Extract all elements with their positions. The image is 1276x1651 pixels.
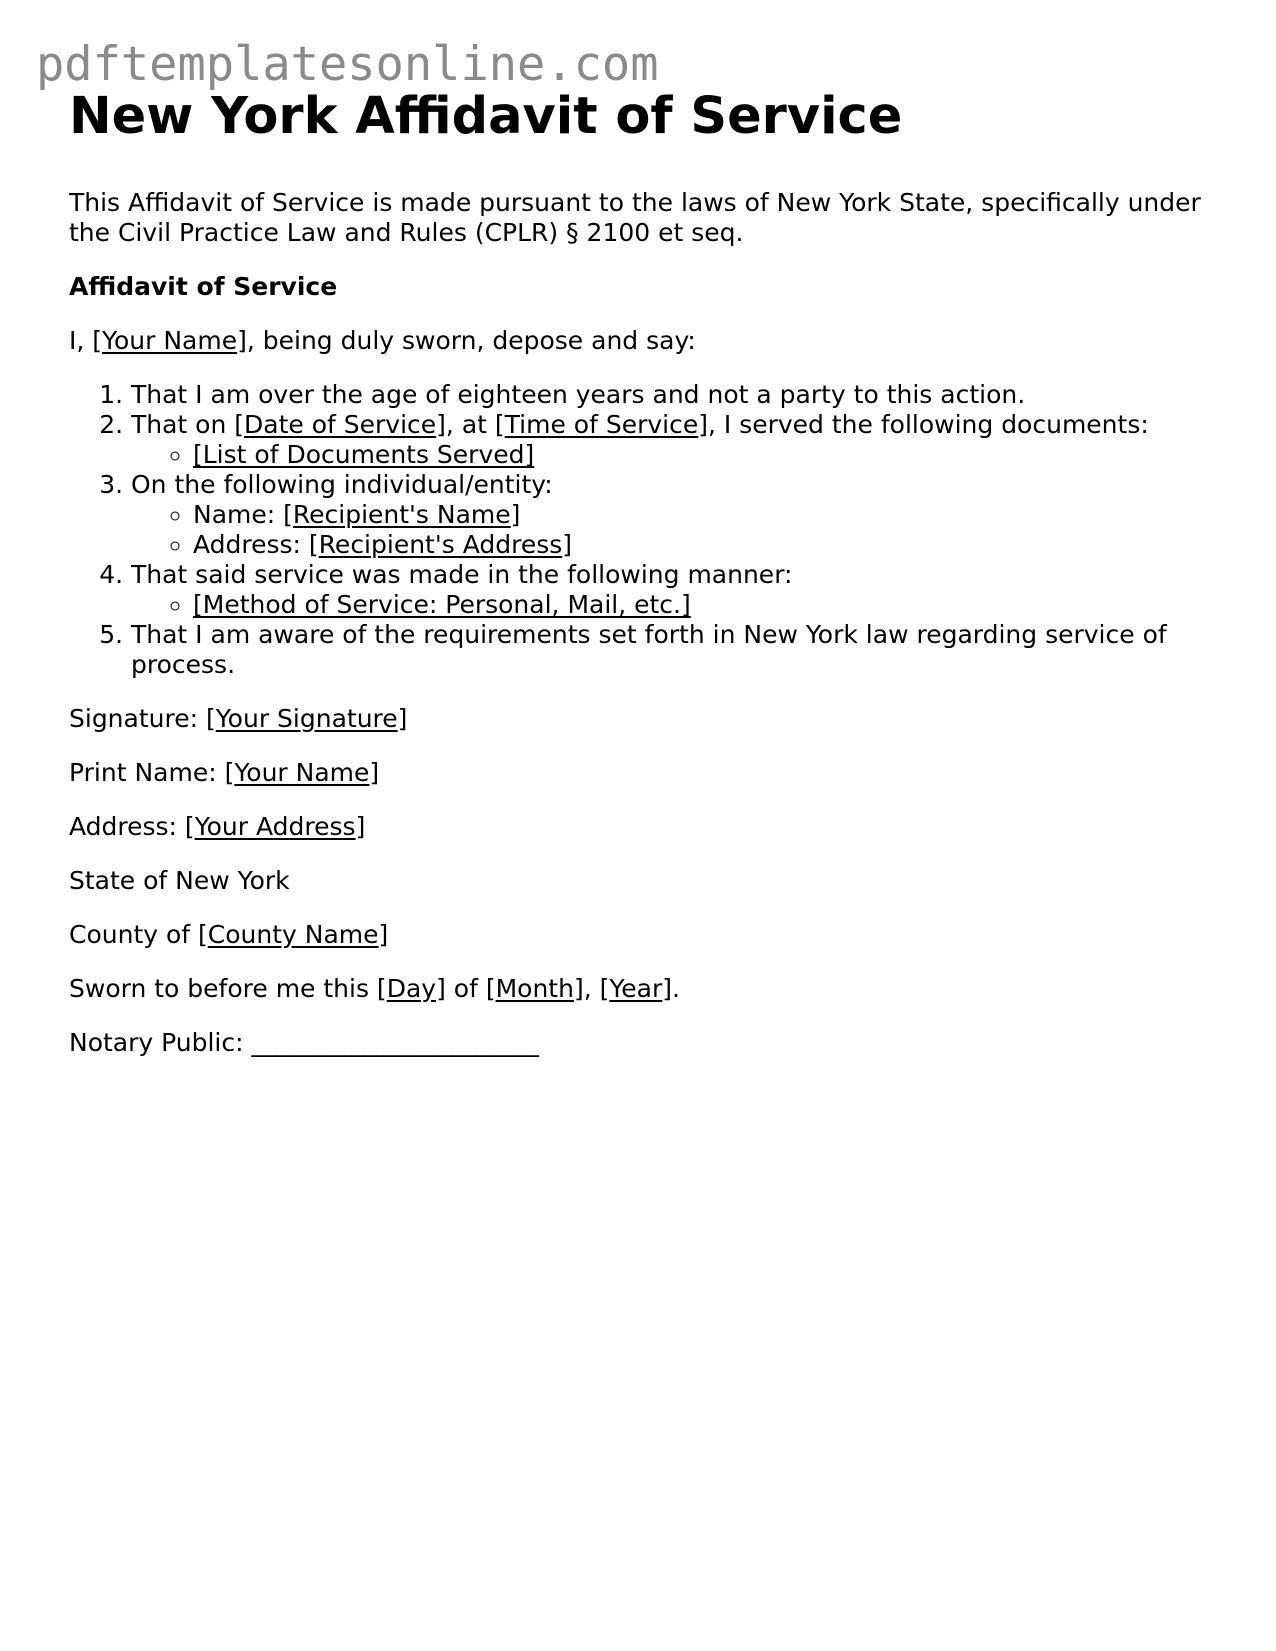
list-item: 4. That said service was made in the following manner: ◦ [Method of Service: Personal, Mail, etc.] xyxy=(131,560,1209,620)
recipient-name-field[interactable]: Recipient's Name xyxy=(292,500,511,529)
notary-line: Notary Public: _______________________ xyxy=(69,1028,539,1057)
recipient-address-field[interactable]: Recipient's Address xyxy=(318,530,563,559)
county-line: County of [County Name] xyxy=(69,920,389,949)
address-field[interactable]: Your Address xyxy=(194,812,356,841)
method-of-service-field[interactable]: [Method of Service: Personal, Mail, etc.] xyxy=(193,590,691,619)
state-line: State of New York xyxy=(69,866,290,895)
opening-statement: I, [Your Name], being duly sworn, depose and say: xyxy=(69,326,696,355)
day-field[interactable]: Day xyxy=(386,974,437,1003)
statement-list xyxy=(69,380,1209,680)
month-field[interactable]: Month xyxy=(495,974,574,1003)
sub-list-item xyxy=(193,440,1209,470)
time-of-service-field[interactable]: Time of Service xyxy=(504,410,699,439)
document-body xyxy=(69,86,1209,1058)
notary-signature-blank[interactable]: _______________________ xyxy=(251,1028,539,1057)
section-heading: Affidavit of Service xyxy=(69,272,338,301)
list-item: 3. On the following individual/entity: ◦ Name: [Recipient's Name] ◦ Address: [Recipient's Address] xyxy=(131,470,1209,560)
year-field[interactable]: Year xyxy=(609,974,663,1003)
county-name-field[interactable]: County Name xyxy=(207,920,379,949)
address-line: Address: [Your Address] xyxy=(69,812,366,841)
print-name-field[interactable]: Your Name xyxy=(234,758,370,787)
sub-list-item: ◦ Address: [Recipient's Address] xyxy=(193,530,1209,560)
sworn-line: Sworn to before me this [Day] of [Month], [Year]. xyxy=(69,974,680,1003)
sub-list-item xyxy=(193,590,1209,620)
sub-list-item: ◦ Name: [Recipient's Name] xyxy=(193,500,1209,530)
watermark-text: pdftemplatesonline.com xyxy=(36,37,659,92)
signature-line: Signature: [Your Signature] xyxy=(69,704,408,733)
your-name-field[interactable]: Your Name xyxy=(102,326,238,355)
page-title: New York Affidavit of Service xyxy=(69,87,903,146)
signature-field[interactable]: Your Signature xyxy=(215,704,398,733)
intro-paragraph: This Affidavit of Service is made pursuant to the laws of New York State, specifically under the Civil Practice Law and Rules (CPLR) § 2100 et seq. xyxy=(69,188,1201,247)
print-name-line: Print Name: [Your Name] xyxy=(69,758,380,787)
list-item: 5. That I am aware of the requirements set forth in New York law regarding service of process. xyxy=(131,620,1209,680)
list-item: 2. That on [Date of Service], at [Time of Service], I served the following documents: ◦ [List of Documents Served] xyxy=(131,410,1209,470)
documents-served-field[interactable]: [List of Documents Served] xyxy=(193,440,535,469)
date-of-service-field[interactable]: Date of Service xyxy=(244,410,437,439)
list-item: 1. That I am over the age of eighteen years and not a party to this action. xyxy=(131,380,1209,410)
